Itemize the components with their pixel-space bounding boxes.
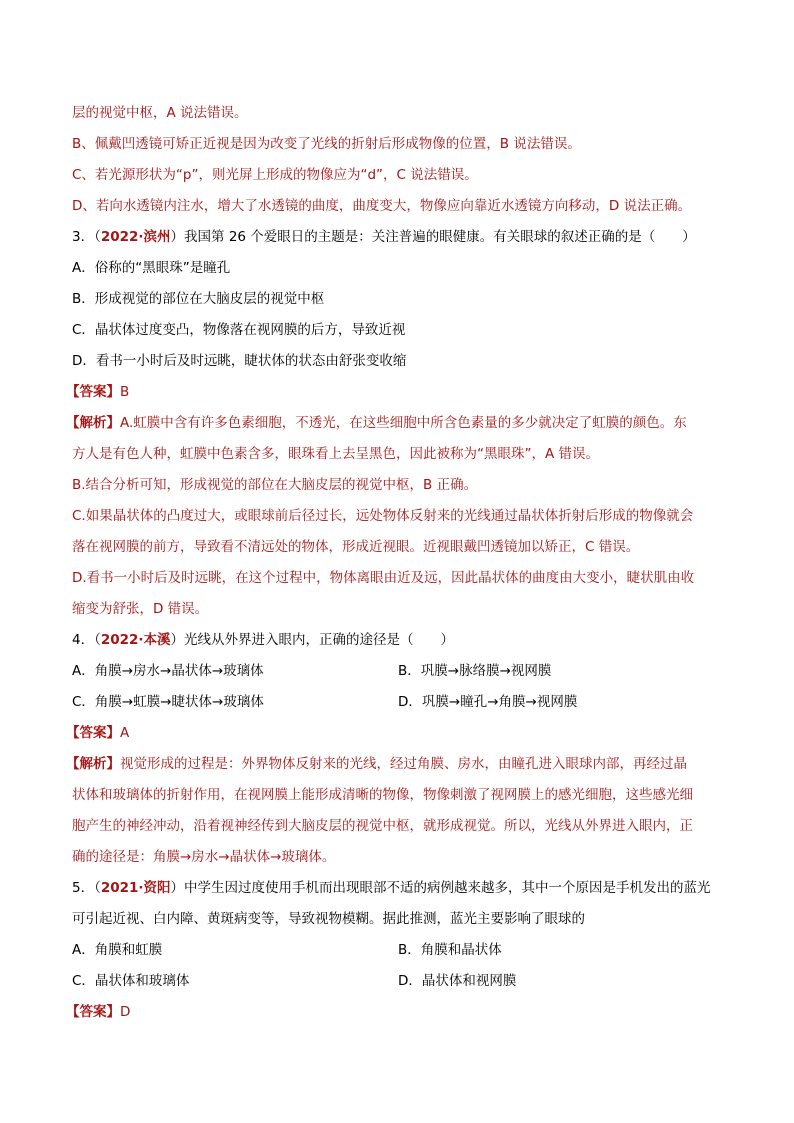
source-open: （ [94,229,101,245]
question-number: 5． [72,880,95,896]
answer-tag: 【答案】 [66,1004,120,1020]
question-5-stem [72,873,724,904]
analysis-line: D.看书一小时后及时远眺，在这个过程中，物体离眼由近及远，因此晶状体的曲度由大变小，睫状肌由收 [72,570,695,586]
analysis-line [66,749,724,780]
analysis-line [66,408,724,439]
answer-line [66,377,724,408]
option: B．形成视觉的部位在大脑皮层的视觉中枢 [72,291,325,307]
document-page [66,98,724,1028]
option-row [72,656,724,687]
question-stem: 我国第 26 个爱眼日的主题是：关注普遍的眼健康。有关眼球的叙述正确的是（ ） [184,229,696,245]
source-close: ） [170,880,185,896]
option: D．晶状体和视网膜 [398,973,517,989]
prev-analysis-line: B、佩戴凹透镜可矫正近视是因为改变了光线的折射后形成物像的位置，B 说法错误。 [72,136,581,152]
question-number: 3． [72,229,95,245]
analysis-tag: 【解析】 [66,756,120,772]
option: C．晶状体和玻璃体 [72,973,190,989]
question-4-stem [72,625,724,656]
answer-tag: 【答案】 [66,725,120,741]
analysis-line: 胞产生的神经冲动，沿着视神经传到大脑皮层的视觉中枢，就形成视觉。所以，光线从外界进入眼内，正 [72,818,693,834]
answer-tag: 【答案】 [66,384,120,400]
option: A．角膜和虹膜 [72,942,163,958]
answer-value: D [120,1004,131,1020]
option: B．巩膜→脉络膜→视网膜 [398,663,552,679]
question-3-stem [72,222,724,253]
answer-value: A [120,725,130,741]
option: A．角膜→房水→晶状体→玻璃体 [72,663,264,679]
prev-analysis-line: C、若光源形状为“p”，则光屏上形成的物像应为“d”，C 说法错误。 [72,167,478,183]
option-row [72,935,724,966]
question-stem: 光线从外界进入眼内，正确的途径是（ ） [184,632,455,648]
analysis-line: 落在视网膜的前方，导致看不清远处的物体，形成近视眼。近视眼戴凹透镜加以矫正，C 错误。 [72,539,640,555]
question-source: 2021·资阳 [100,880,171,896]
option: C．角膜→虹膜→睫状体→玻璃体 [72,694,264,710]
source-open: （ [94,632,101,648]
analysis-text: A.虹膜中含有许多色素细胞，不透光，在这些细胞中所含色素量的多少就决定了虹膜的颜色。东 [120,415,687,431]
option: C．晶状体过度变凸，物像落在视网膜的后方，导致近视 [72,322,406,338]
question-stem-continued: 可引起近视、白内障、黄斑病变等，导致视物模糊。据此推测，蓝光主要影响了眼球的 [72,911,585,927]
analysis-line: 确的途径是：角膜→房水→晶状体→玻璃体。 [72,849,336,865]
analysis-line: C.如果晶状体的凸度过大，或眼球前后径过长，远处物体反射来的光线通过晶状体折射后形成的物像就会 [72,508,694,524]
source-close: ） [170,632,185,648]
source-close: ） [170,229,185,245]
answer-line [66,718,724,749]
option: A．俗称的“黑眼珠”是瞳孔 [72,260,231,276]
source-open: （ [94,880,101,896]
option-row [72,966,724,997]
option: B．角膜和晶状体 [398,942,502,958]
option: D．巩膜→瞳孔→角膜→视网膜 [398,694,578,710]
option: D．看书一小时后及时远眺，睫状体的状态由舒张变收缩 [72,353,407,369]
answer-value: B [120,384,130,400]
answer-line [66,997,724,1028]
prev-analysis-line: D、若向水透镜内注水，增大了水透镜的曲度，曲度变大，物像应向靠近水透镜方向移动，D 说法正确。 [72,198,692,214]
question-stem: 中学生因过度使用手机而出现眼部不适的病例越来越多，其中一个原因是手机发出的蓝光 [184,880,711,896]
question-source: 2022·本溪 [100,632,171,648]
analysis-line: B.结合分析可知，形成视觉的部位在大脑皮层的视觉中枢，B 正确。 [72,477,478,493]
option-row [72,687,724,718]
analysis-text: 视觉形成的过程是：外界物体反射来的光线，经过角膜、房水，由瞳孔进入眼球内部，再经过晶 [120,756,687,772]
analysis-tag: 【解析】 [66,415,120,431]
analysis-line: 方人是有色人种，虹膜中色素含多，眼珠看上去呈黑色，因此被称为“黑眼珠”，A 错误。 [72,446,600,462]
question-source: 2022·滨州 [100,229,171,245]
analysis-line: 状体和玻璃体的折射作用，在视网膜上能形成清晰的物像，物像刺激了视网膜上的感光细胞，这些感光细 [72,787,693,803]
question-number: 4． [72,632,95,648]
analysis-line: 缩变为舒张，D 错误。 [72,601,209,617]
prev-analysis-line: 层的视觉中枢，A 说法错误。 [72,105,248,121]
